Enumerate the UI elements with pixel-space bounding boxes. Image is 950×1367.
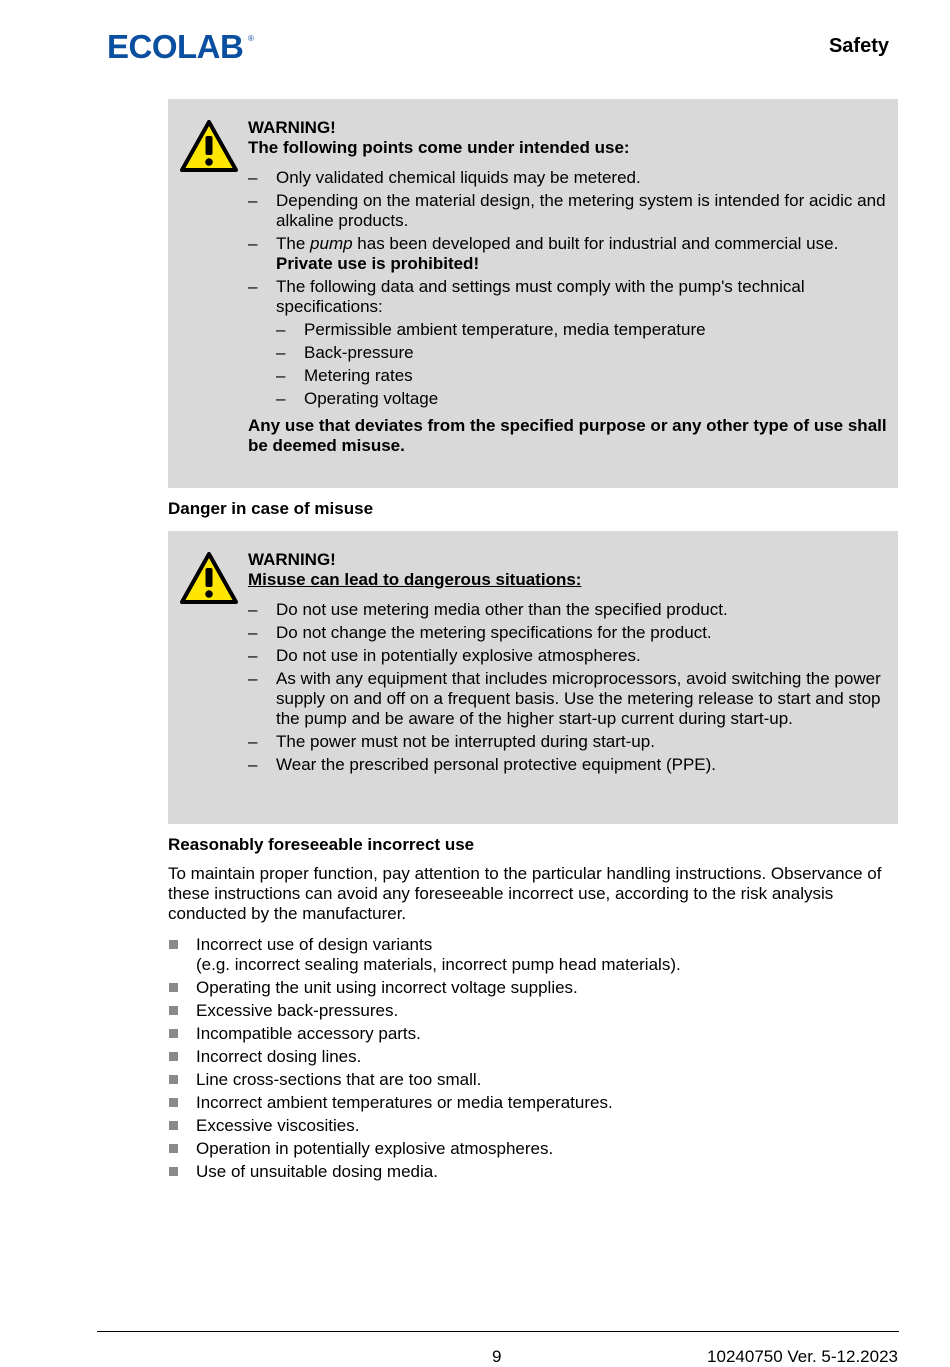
list-item: – As with any equipment that includes microprocessors, avoid switching the power supply on and off on a frequent basis. Use the metering release to start and stop the pump and be aware of the higher start-up current during start-up.	[248, 669, 888, 729]
warning-box-misuse	[168, 531, 898, 824]
warning-box-intended-use	[168, 99, 898, 488]
sublist-item: – Back-pressure	[276, 343, 888, 363]
list-item: Incorrect ambient temperatures or media temperatures.	[168, 1093, 898, 1113]
heading-danger-misuse: Danger in case of misuse	[168, 499, 374, 518]
intro-paragraph: To maintain proper function, pay attention to the particular handling instructions. Observance of these instructions can avoid any foreseeable incorrect use, according to the risk analysis conducted by the manufacturer.	[168, 864, 882, 923]
list-item: – Do not use metering media other than the specified product.	[248, 600, 888, 620]
section-title: Safety	[828, 35, 889, 57]
list-item: Line cross-sections that are too small.	[168, 1070, 898, 1090]
list-item: – Wear the prescribed personal protective equipment (PPE).	[248, 755, 888, 775]
misuse-list	[248, 600, 888, 775]
list-item: – The following data and settings must comply with the pump's technical specifications: – Permissible ambient temperature, media temperature – Back-pressure – Metering rates – Operating voltage	[248, 277, 888, 409]
warning-subtitle: The following points come under intended use:	[248, 138, 630, 157]
warning-title: WARNING!	[248, 118, 336, 137]
warning-triangle-icon	[179, 551, 239, 605]
sublist-item: – Permissible ambient temperature, media temperature	[276, 320, 888, 340]
document-reference: 10240750 Ver. 5-12.2023	[707, 1347, 898, 1366]
list-item: – Only validated chemical liquids may be metered.	[248, 168, 888, 188]
list-item: – Depending on the material design, the metering system is intended for acidic and alkaline products.	[248, 191, 888, 231]
footer-divider	[97, 1331, 899, 1332]
list-item: Use of unsuitable dosing media.	[168, 1162, 898, 1182]
warning-triangle-icon	[179, 119, 239, 173]
heading-foreseeable-incorrect-use: Reasonably foreseeable incorrect use	[168, 835, 475, 854]
intended-use-list	[248, 168, 888, 409]
list-item: Excessive back-pressures.	[168, 1001, 898, 1021]
page-number: 9	[492, 1347, 502, 1366]
sublist-item: – Metering rates	[276, 366, 888, 386]
warning-subtitle: Misuse can lead to dangerous situations:	[248, 570, 582, 589]
specifications-sublist	[276, 320, 888, 409]
list-item: Excessive viscosities.	[168, 1116, 898, 1136]
warning-content	[248, 118, 888, 473]
ecolab-logo	[107, 30, 257, 67]
ecolab-logo-graphic	[107, 30, 257, 62]
list-item: Incorrect use of design variants (e.g. incorrect sealing materials, incorrect pump head materials).	[168, 935, 898, 975]
list-item: – The pump has been developed and built for industrial and commercial use. Private use is prohibited!	[248, 234, 888, 274]
private-use-prohibited: Private use is prohibited!	[276, 254, 480, 273]
svg-text:®: ®	[248, 34, 254, 43]
list-item: – Do not change the metering specifications for the product.	[248, 623, 888, 643]
warning-content	[248, 550, 888, 778]
incorrect-use-list	[168, 935, 898, 1185]
list-item: Incompatible accessory parts.	[168, 1024, 898, 1044]
sublist-item: – Operating voltage	[276, 389, 888, 409]
logo-wordmark: ECOLAB	[107, 30, 244, 62]
list-item: – Do not use in potentially explosive atmospheres.	[248, 646, 888, 666]
warning-title: WARNING!	[248, 550, 336, 569]
list-item: Incorrect dosing lines.	[168, 1047, 898, 1067]
list-item: Operating the unit using incorrect voltage supplies.	[168, 978, 898, 998]
list-item: – The power must not be interrupted during start-up.	[248, 732, 888, 752]
list-item: Operation in potentially explosive atmospheres.	[168, 1139, 898, 1159]
misuse-statement: Any use that deviates from the specified purpose or any other type of use shall be deemed misuse.	[248, 416, 887, 455]
